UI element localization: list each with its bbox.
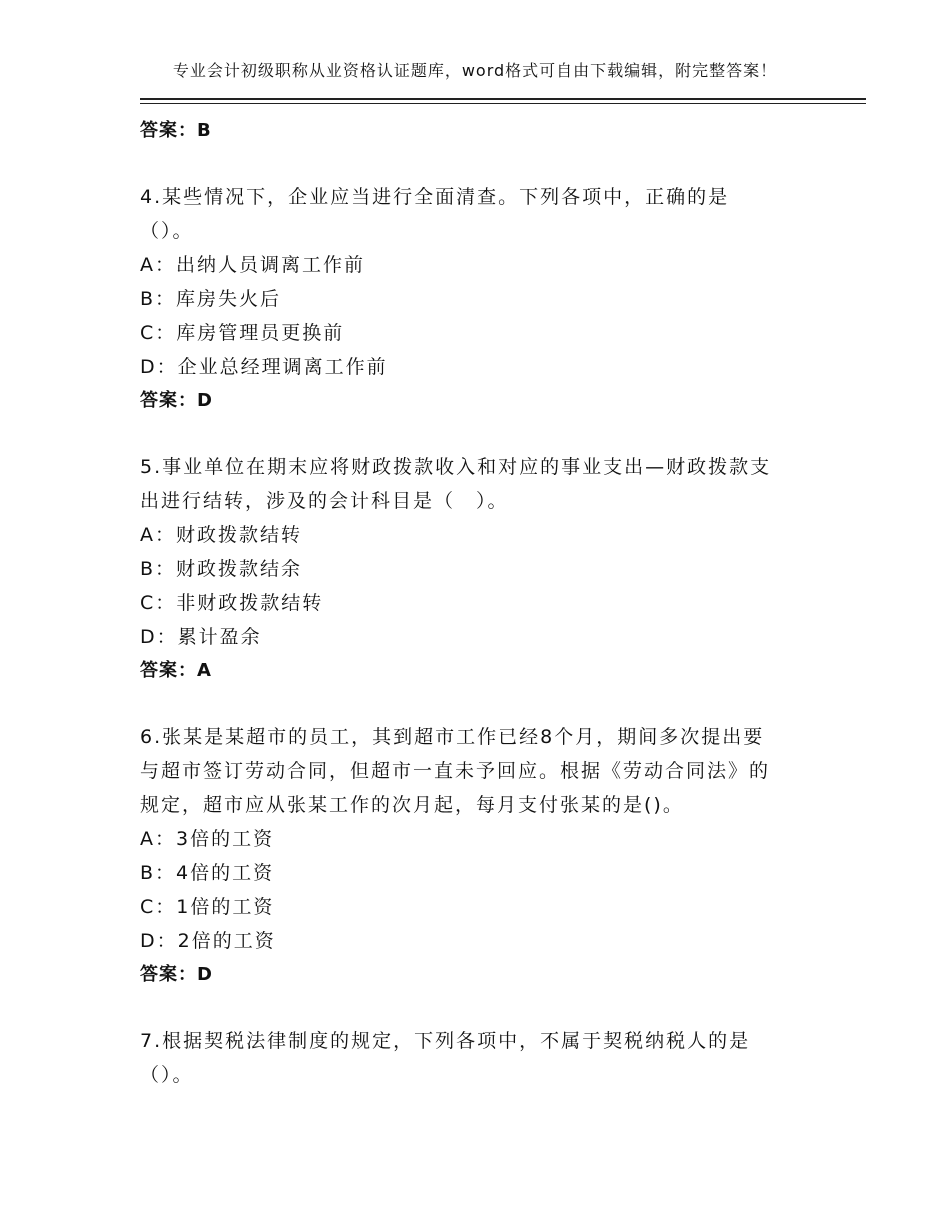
- answer: 答案：A: [140, 660, 212, 681]
- option-c: C：库房管理员更换前: [140, 322, 345, 344]
- question-stem-line: 4.某些情况下，企业应当进行全面清查。下列各项中，正确的是: [140, 186, 730, 208]
- header-divider-thin: [140, 103, 866, 104]
- page-header: 专业会计初级职称从业资格认证题库，word格式可自由下载编辑，附完整答案！: [172, 61, 778, 80]
- header-divider-thick: [140, 98, 866, 100]
- question-stem-line: 出进行结转，涉及的会计科目是（ ）。: [140, 490, 509, 512]
- question-content: [140, 114, 820, 1092]
- question-stem-line: 5.事业单位在期末应将财政拨款收入和对应的事业支出—财政拨款支: [140, 456, 772, 478]
- option-a: A：财政拨款结转: [140, 524, 302, 546]
- option-b: B：库房失火后: [140, 288, 282, 310]
- question-5: [140, 450, 820, 688]
- answer: 答案：D: [140, 390, 213, 411]
- question-stem-line: 与超市签订劳动合同，但超市一直未予回应。根据《劳动合同法》的: [140, 760, 771, 782]
- option-d: D：累计盈余: [140, 626, 262, 648]
- question-4: [140, 180, 820, 418]
- question-7: [140, 1024, 820, 1092]
- question-stem-line: 6.张某是某超市的员工，其到超市工作已经8个月，期间多次提出要: [140, 726, 765, 748]
- option-a: A：出纳人员调离工作前: [140, 254, 365, 276]
- option-c: C：1倍的工资: [140, 896, 275, 918]
- option-b: B：4倍的工资: [140, 862, 275, 884]
- question-6: [140, 720, 820, 992]
- question-stem-line: （）。: [140, 220, 194, 242]
- question-stem-line: 规定，超市应从张某工作的次月起，每月支付张某的是()。: [140, 794, 684, 816]
- option-a: A：3倍的工资: [140, 828, 275, 850]
- option-d: D：2倍的工资: [140, 930, 276, 952]
- option-d: D：企业总经理调离工作前: [140, 356, 388, 378]
- question-stem-line: （）。: [140, 1064, 194, 1086]
- question-stem-line: 7.根据契税法律制度的规定，下列各项中，不属于契税纳税人的是: [140, 1030, 751, 1052]
- option-b: B：财政拨款结余: [140, 558, 303, 580]
- answer-previous: 答案：B: [140, 120, 212, 141]
- answer: 答案：D: [140, 964, 213, 985]
- option-c: C：非财政拨款结转: [140, 592, 324, 614]
